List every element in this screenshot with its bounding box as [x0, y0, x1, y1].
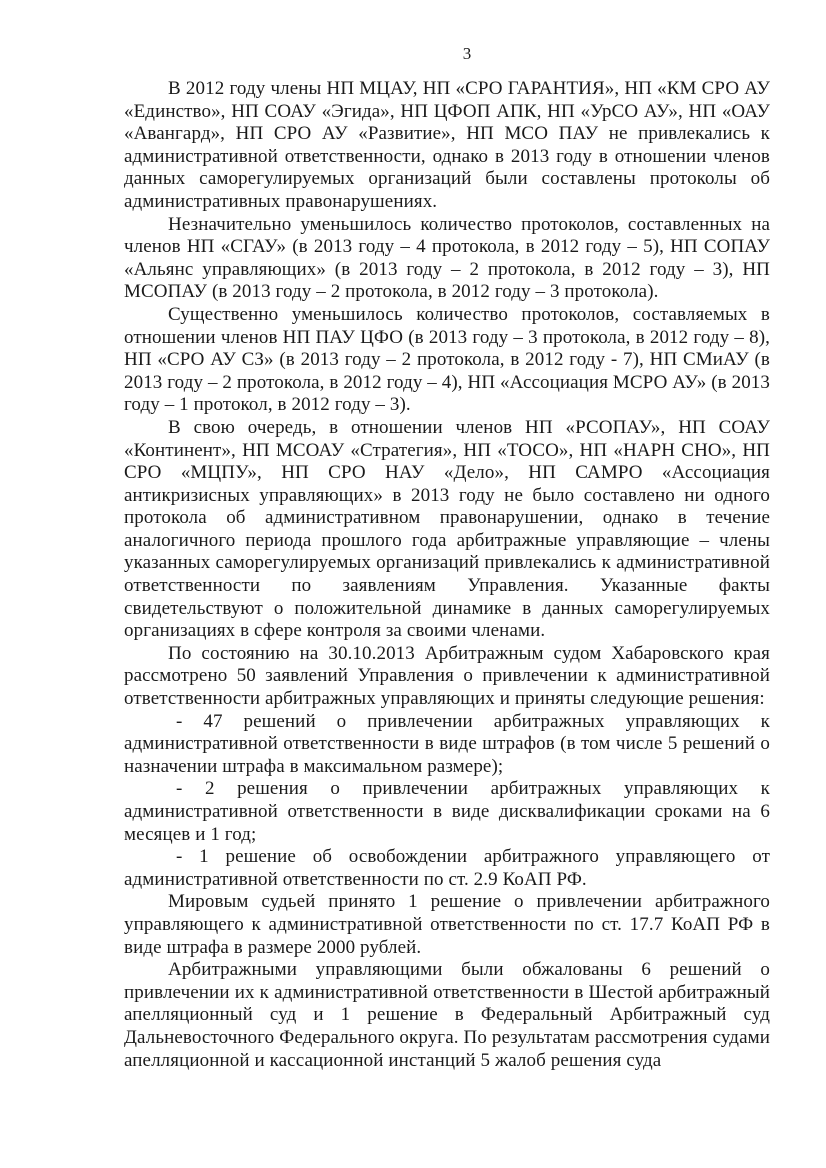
paragraph-6: Мировым судьей принято 1 решение о привлечении арбитражного управляющего к административной ответственности по ст. 17.7 КоАП РФ в виде штрафа в размере 2000 рублей. — [124, 891, 770, 958]
page-number: 3 — [462, 44, 472, 63]
paragraph-7: Арбитражными управляющими были обжалованы 6 решений о привлечении их к административной ответственности в Шестой арбитражный апелляционный суд и 1 решение в Федеральный Арбитражный суд Дальневосточного Федерального округа. По результатам рассмотрения судами апелляционной и кассационной инстанций 5 жалоб решения суда — [124, 959, 770, 1071]
paragraph-2: Незначительно уменьшилось количество протоколов, составленных на членов НП «СГАУ» (в 2013 году – 4 протокола, в 2012 году – 5), НП СОПАУ «Альянс управляющих» (в 2013 году – 2 протокола, в 2012 году – 3), НП МСОПАУ (в 2013 году – 2 протокола, в 2012 году – 3 протокола). — [124, 213, 770, 303]
paragraph-3: Существенно уменьшилось количество протоколов, составляемых в отношении членов НП ПАУ ЦФО (в 2013 году – 3 протокола, в 2012 году – 8), НП «СРО АУ СЗ» (в 2013 году – 2 протокола, в 2012 году - 7), НП СМиАУ (в 2013 году – 2 протокола, в 2012 году – 4), НП «Ассоциация МСРО АУ» (в 2013 году – 1 протокол, в 2012 году – 3). — [124, 303, 770, 416]
list-item-3: - 1 решение об освобождении арбитражного управляющего от административной ответственности по ст. 2.9 КоАП РФ. — [124, 846, 770, 890]
paragraph-5: По состоянию на 30.10.2013 Арбитражным судом Хабаровского края рассмотрено 50 заявлений Управления о привлечении к административной ответственности арбитражных управляющих и приняты следующие решения: — [124, 642, 770, 710]
list-item-1: - 47 решений о привлечении арбитражных управляющих к административной ответственности в виде штрафов (в том числе 5 решений о назначении штрафа в максимальном размере); — [124, 710, 770, 777]
paragraph-4: В свою очередь, в отношении членов НП «РСОПАУ», НП СОАУ «Континент», НП МСОАУ «Стратегия», НП «ТОСО», НП «НАРН СНО», НП СРО «МЦПУ», НП СРО НАУ «Дело», НП САМРО «Ассоциация антикризисных управляющих» в 2013 году не было составлено ни одного протокола об административном правонарушении, однако в течение аналогичного периода прошлого года арбитражные управляющие – члены указанных саморегулируемых организаций привлекались к административной ответственности по заявлениям Управления. Указанные факты свидетельствуют о положительной динамике в данных саморегулируемых организациях в сфере контроля за своими членами. — [124, 416, 770, 642]
list-item-2: - 2 решения о привлечении арбитражных управляющих к административной ответственности в виде дисквалификации сроками на 6 месяцев и 1 год; — [124, 778, 770, 845]
paragraph-1: В 2012 году члены НП МЦАУ, НП «СРО ГАРАНТИЯ», НП «КМ СРО АУ «Единство», НП СОАУ «Эгида», НП ЦФОП АПК, НП «УрСО АУ», НП «ОАУ «Авангард», НП СРО АУ «Развитие», НП МСО ПАУ не привлекались к административной ответственности, однако в 2013 году в отношении членов данных саморегулируемых организаций были составлены протоколы об административных правонарушениях. — [124, 78, 770, 212]
